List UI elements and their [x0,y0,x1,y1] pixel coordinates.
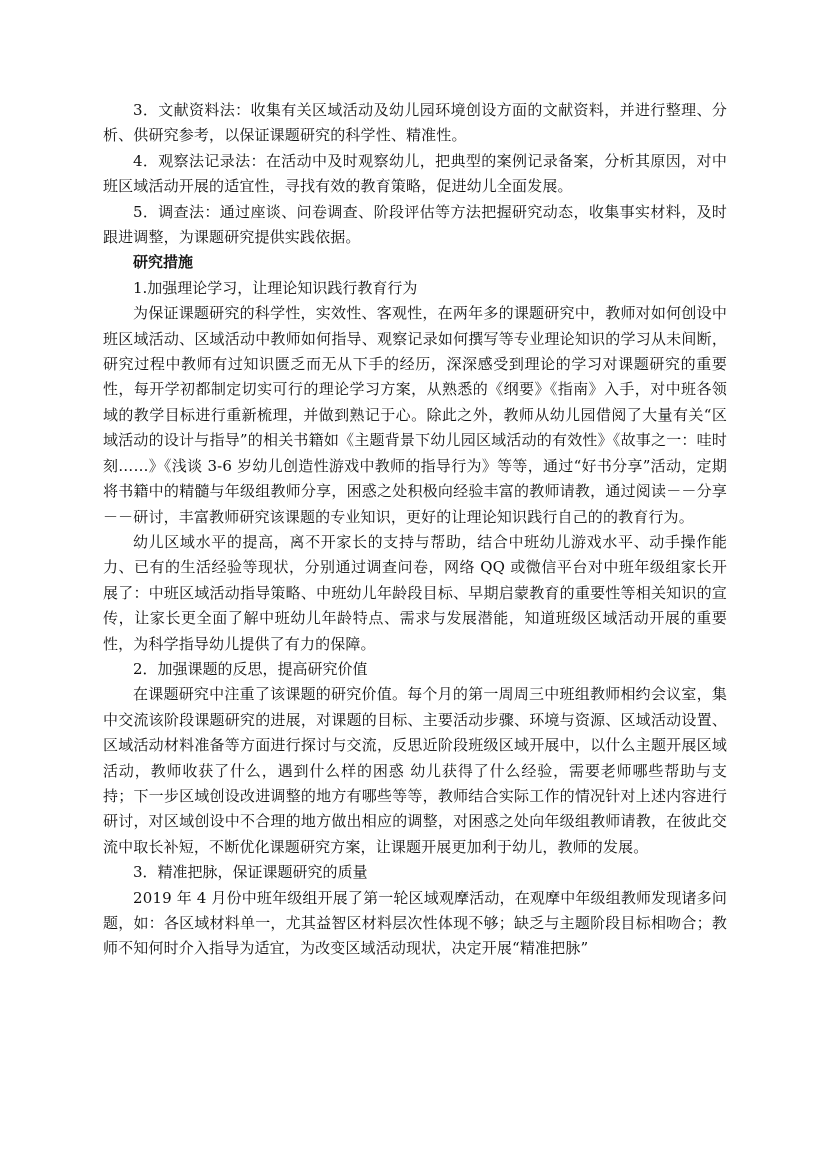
item-3-paragraph-1: 2019 年 4 月份中班年级组开展了第一轮区域观摩活动，在观摩中年级组教师发现诸多问题，如：各区域材料单一，尤其益智区材料层次性体现不够；缺乏与主题阶段目标相吻合；教师不知何时介入指导为适宜，为改变区域活动现状，决定开展“精准把脉” [103,888,727,958]
method-5-paragraph: 5．调查法：通过座谈、问卷调查、阶段评估等方法把握研究动态，收集事实材料，及时跟进调整，为课题研究提供实践依据。 [103,202,727,247]
item-2-title: 2．加强课题的反思，提高研究价值 [133,659,368,678]
item-1-paragraph-2: 幼儿区域水平的提高，离不开家长的支持与帮助，结合中班幼儿游戏水平、动手操作能力、已有的生活经验等现状，分别通过调查问卷，网络 QQ 或微信平台对中班年级组家长开展了：中班区域活动指导策略、中班幼儿年龄段目标、早期启蒙教育的重要性等相关知识的宣传，让家长更全面了解中班幼儿年龄特点、需求与发展潜能，知道班级区域活动开展的重要性，为科学指导幼儿提供了有力的保障。 [103,532,727,653]
item-1-paragraph-1: 为保证课题研究的科学性，实效性、客观性，在两年多的课题研究中，教师对如何创设中班区域活动、区域活动中教师如何指导、观察记录如何撰写等专业理论知识的学习从未间断，研究过程中教师有过知识匮乏而无从下手的经历，深深感受到理论的学习对课题研究的重要性，每开学初都制定切实可行的理论学习方案，从熟悉的《纲要》《指南》入手，对中班各领域的教学目标进行重新梳理，并做到熟记于心。除此之外，教师从幼儿园借阅了大量有关“区域活动的设计与指导”的相关书籍如《主题背景下幼儿园区域活动的有效性》《故事之一：哇时刻……》《浅谈 3-6 岁幼儿创造性游戏中教师的指导行为》等等，通过“好书分享”活动，定期将书籍中的精髓与年级组教师分享，困惑之处积极向经验丰富的教师请教，通过阅读－－分享－－研讨，丰富教师研究该课题的专业知识，更好的让理论知识践行自己的的教育行为。 [103,304,727,526]
method-4-paragraph: 4．观察法记录法：在活动中及时观察幼儿，把典型的案例记录备案，分析其原因，对中班区域活动开展的适宜性，寻找有效的教育策略，促进幼儿全面发展。 [103,151,727,196]
item-3-title: 3．精准把脉，保证课题研究的质量 [133,863,368,882]
item-2-paragraph-1: 在课题研究中注重了该课题的研究价值。每个月的第一周周三中班组教师相约会议室，集中交流该阶段课题研究的进展，对课题的目标、主要活动步骤、环境与资源、区域活动设置、区域活动材料准备等方面进行探讨与交流，反思近阶段班级区域开展中，以什么主题开展区域活动，教师收获了什么，遇到什么样的困惑 幼儿获得了什么经验，需要老师哪些帮助与支持；下一步区域创设改进调整的地方有哪些等等，教师结合实际工作的情况针对上述内容进行研讨，对区域创设中不合理的地方做出相应的调整，对困惑之处向年级组教师请教，在彼此交流中取长补短，不断优化课题研究方案，让课题开展更加利于幼儿，教师的发展。 [103,685,727,856]
section-heading: 研究措施 [133,253,194,272]
method-3-paragraph: 3．文献资料法：收集有关区域活动及幼儿园环境创设方面的文献资料，并进行整理、分析、供研究参考，以保证课题研究的科学性、精准性。 [103,101,727,145]
document-page [103,98,727,962]
item-1-title: 1.加强理论学习，让理论知识践行教育行为 [133,278,418,297]
